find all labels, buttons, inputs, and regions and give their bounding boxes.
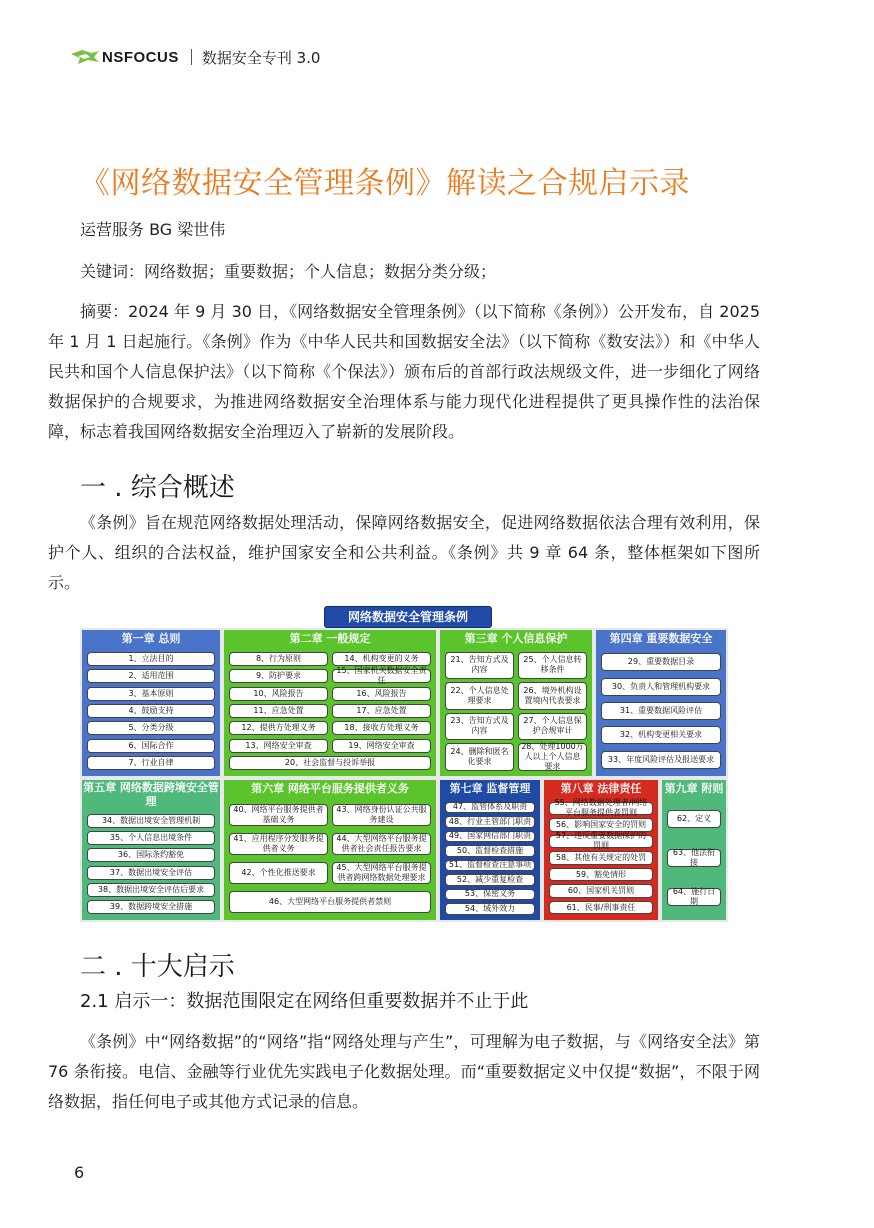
page-header <box>70 44 320 70</box>
article-item: 46、大型网络平台服务提供者禁则 <box>229 891 431 913</box>
article-item: 49、国家网信部门职责 <box>445 831 535 843</box>
article-item: 52、减少重复检查 <box>445 874 535 886</box>
article-item: 64、施行日期 <box>667 888 721 906</box>
article-item: 58、其他有关规定的处罚 <box>549 851 653 865</box>
article-item: 38、数据出境安全评估后要求 <box>87 883 215 897</box>
chapter-title: 第四章 重要数据安全 <box>609 632 713 645</box>
chapter-title: 第一章 总则 <box>121 632 181 645</box>
article-item: 8、行为原则 <box>229 652 328 666</box>
chapter-panel <box>438 628 594 778</box>
article-item: 13、网络安全审查 <box>229 739 328 753</box>
article-item: 29、重要数据目录 <box>601 653 721 671</box>
chapter-title: 第二章 一般规定 <box>289 632 371 645</box>
article-item: 6、国际合作 <box>87 739 215 753</box>
author-line: 运营服务 BG 梁世伟 <box>80 220 226 239</box>
article-item: 57、违反重要数据保护的罚则 <box>549 835 653 849</box>
article-item: 21、告知方式及内容 <box>445 652 514 680</box>
article-item: 7、行业自律 <box>87 756 215 770</box>
chapter-title: 第七章 监督管理 <box>449 782 531 795</box>
page-number: 6 <box>74 1163 85 1182</box>
diagram-title: 网络数据安全管理条例 <box>324 606 492 628</box>
article-item: 33、年度风险评估及报送要求 <box>601 751 721 769</box>
article-item: 17、应急处置 <box>332 704 431 718</box>
chapter-title: 第八章 法律责任 <box>560 782 642 795</box>
chapter-panel <box>438 778 542 922</box>
article-item: 9、防护要求 <box>229 669 328 683</box>
article-item: 2、适用范围 <box>87 669 215 683</box>
article-item: 24、删除和匿名化要求 <box>445 743 514 771</box>
chapter-panel <box>542 778 660 922</box>
article-item: 36、国际条约豁免 <box>87 848 215 862</box>
article-item: 43、网络身份认证公共服务建设 <box>332 804 431 826</box>
article-item: 26、境外机构设置境内代表要求 <box>518 682 587 710</box>
article-item: 39、数据跨境安全措施 <box>87 900 215 914</box>
chapter-panel <box>660 778 728 922</box>
article-item: 14、机构变更的义务 <box>332 652 431 666</box>
chapter-title: 第九章 附则 <box>664 782 724 795</box>
article-item: 59、豁免情形 <box>549 868 653 882</box>
section-2-1-heading: 2.1 启示一：数据范围限定在网络但重要数据并不止于此 <box>80 991 529 1012</box>
chapter-panel <box>222 628 438 778</box>
article-item: 3、基本原则 <box>87 687 215 701</box>
article-item: 28、处理1000万人以上个人信息要求 <box>518 743 587 771</box>
article-item: 45、大型网络平台服务提供者跨网络数据处理要求 <box>332 862 431 884</box>
article-item: 51、监督检查注意事项 <box>445 860 535 872</box>
article-item: 37、数据出境安全评估 <box>87 866 215 880</box>
section-2-heading: 二 . 十大启示 <box>80 952 235 982</box>
section-2-1-paragraph: 《条例》中“网络数据”的“网络”指“网络处理与产生”，可理解为电子数据，与《网络安全法》第 76 条衔接。电信、金融等行业优先实践电子化数据处理。而“重要数据定义中仅提“数据”，不限于网络数据，指任何电子或其他方式记录的信息。 <box>48 1032 760 1111</box>
header-divider <box>191 49 192 65</box>
article-item: 41、应用程序分发服务提供者义务 <box>229 833 328 855</box>
article-item: 23、告知方式及内容 <box>445 713 514 741</box>
article-item: 48、行业主管部门职责 <box>445 816 535 828</box>
article-item: 12、提供方处理义务 <box>229 721 328 735</box>
chapter-title: 第六章 网络平台服务提供者义务 <box>251 782 409 795</box>
article-item: 5、分类分级 <box>87 721 215 735</box>
article-item: 55、网络数据处理者/网络平台服务提供者罚则 <box>549 802 653 816</box>
article-item: 50、监督检查措施 <box>445 845 535 857</box>
article-item: 56、影响国家安全的罚则 <box>549 818 653 832</box>
article-item: 34、数据出境安全管理机制 <box>87 814 215 828</box>
article-item: 31、重要数据风险评估 <box>601 702 721 720</box>
article-item: 10、风险报告 <box>229 687 328 701</box>
section-1-heading: 一 . 综合概述 <box>80 473 235 503</box>
article-item: 1、立法目的 <box>87 652 215 666</box>
article-item: 63、他法衔接 <box>667 849 721 867</box>
article-item: 47、监管体系及职责 <box>445 802 535 814</box>
article-title: 《网络数据安全管理条例》解读之合规启示录 <box>80 166 690 201</box>
chapter-title: 第五章 网络数据跨境安全管理 <box>83 781 219 808</box>
section-1-paragraph: 《条例》旨在规范网络数据处理活动，保障网络数据安全，促进网络数据依法合理有效利用，保护个人、组织的合法权益，维护国家安全和公共利益。《条例》共 9 章 64 条，整体框架如下图所示。 <box>48 513 760 592</box>
article-item: 18、接收方处理义务 <box>332 721 431 735</box>
article-item: 15、国家机关数据安全责任 <box>332 669 431 683</box>
article-item: 20、社会监督与投诉举报 <box>229 756 431 770</box>
article-item: 19、网络安全审查 <box>332 739 431 753</box>
nsfocus-logo <box>70 48 179 66</box>
chapter-panel <box>222 778 438 922</box>
keywords-line: 关键词：网络数据；重要数据；个人信息；数据分类分级； <box>80 262 497 281</box>
chapter-panel <box>80 778 222 922</box>
chapter-panel <box>594 628 728 778</box>
article-item: 25、个人信息转移条件 <box>518 652 587 680</box>
abstract-paragraph: 摘要：2024 年 9 月 30 日，《网络数据安全管理条例》（以下简称《条例》）公开发布，自 2025 年 1 月 1 日起施行。《条例》作为《中华人民共和国数据安全法》（以下简称《数安法》）和《中华人民共和国个人信息保护法》（以下简称《个保法》）颁布后的首部行政法规级文件，进一步细化了网络数据保护的合规要求，为推进网络数据安全治理体系与能力现代化进程提供了更具操作性的法治保障，标志着我国网络数据安全治理迈入了崭新的发展阶段。 <box>48 302 760 441</box>
article-item: 42、个性化推送要求 <box>229 862 328 884</box>
chapter-title: 第三章 个人信息保护 <box>464 632 568 645</box>
article-item: 27、个人信息保护合规审计 <box>518 713 587 741</box>
article-item: 30、负责人和管理机构要求 <box>601 678 721 696</box>
regulation-framework-diagram <box>80 606 728 922</box>
article-item: 16、风险报告 <box>332 687 431 701</box>
article-item: 60、国家机关罚则 <box>549 884 653 898</box>
article-item: 62、定义 <box>667 810 721 828</box>
logo-text: NSFOCUS <box>102 48 179 66</box>
article-item: 11、应急处置 <box>229 704 328 718</box>
article-item: 44、大型网络平台服务提供者社会责任报告要求 <box>332 833 431 855</box>
article-item: 22、个人信息处理要求 <box>445 682 514 710</box>
article-item: 61、民事/刑事责任 <box>549 901 653 915</box>
chapter-panel <box>80 628 222 778</box>
nsfocus-logo-icon <box>70 48 100 66</box>
article-item: 54、域外效力 <box>445 903 535 915</box>
article-item: 32、机构变更相关要求 <box>601 726 721 744</box>
article-item: 40、网络平台服务提供者基础义务 <box>229 804 328 826</box>
article-item: 4、鼓励支持 <box>87 704 215 718</box>
article-item: 35、个人信息出境条件 <box>87 831 215 845</box>
article-item: 53、保密义务 <box>445 889 535 901</box>
publication-title: 数据安全专刊 3.0 <box>201 48 321 67</box>
